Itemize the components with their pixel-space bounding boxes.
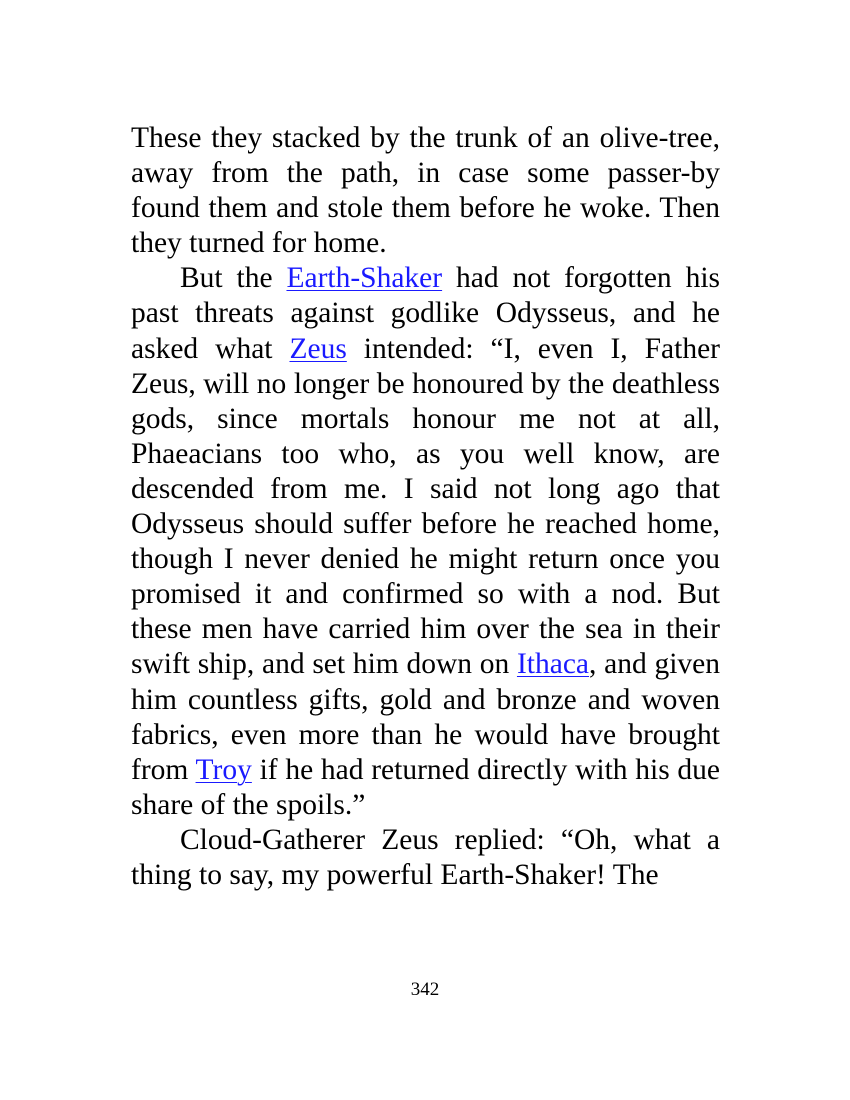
paragraph [131, 261, 720, 823]
text-run: , and given him countless gifts, gold and bronze and woven fabrics, even more than he would have brought from [131, 648, 720, 786]
text-run: if he had returned directly with his due share of the spoils.” [131, 753, 720, 821]
body-text [131, 121, 720, 893]
page-number: 342 [410, 979, 440, 1000]
link-zeus[interactable]: Zeus [289, 332, 347, 365]
link-ithaca[interactable]: Ithaca [516, 648, 590, 681]
text-run: But the [180, 262, 287, 295]
text-run: These they stacked by the trunk of an olive-tree, away from the path, in case some passer-by found them and stole them before he woke. Then they turned for home. [131, 122, 720, 260]
paragraph [131, 121, 720, 261]
text-run: Cloud-Gatherer Zeus replied: “Oh, what a thing to say, my powerful Earth-Shaker! The [131, 823, 720, 891]
paragraph [131, 823, 720, 893]
link-troy[interactable]: Troy [195, 753, 252, 786]
text-run: intended: “I, even I, Father Zeus, will no longer be honoured by the deathless gods, since mortals honour me not at all, Phaeacians too who, as you well know, are descended from me. I said not long ago that Odysseus should suffer before he reached home, though I never denied he might return once you promised it and confirmed so with a nod. But these men have carried him over the sea in their swift ship, and set him down on [131, 332, 720, 681]
text-run: had not forgotten his past threats against godlike Odysseus, and he asked what [131, 262, 720, 365]
link-earth-shaker[interactable]: Earth-Shaker [286, 262, 443, 295]
